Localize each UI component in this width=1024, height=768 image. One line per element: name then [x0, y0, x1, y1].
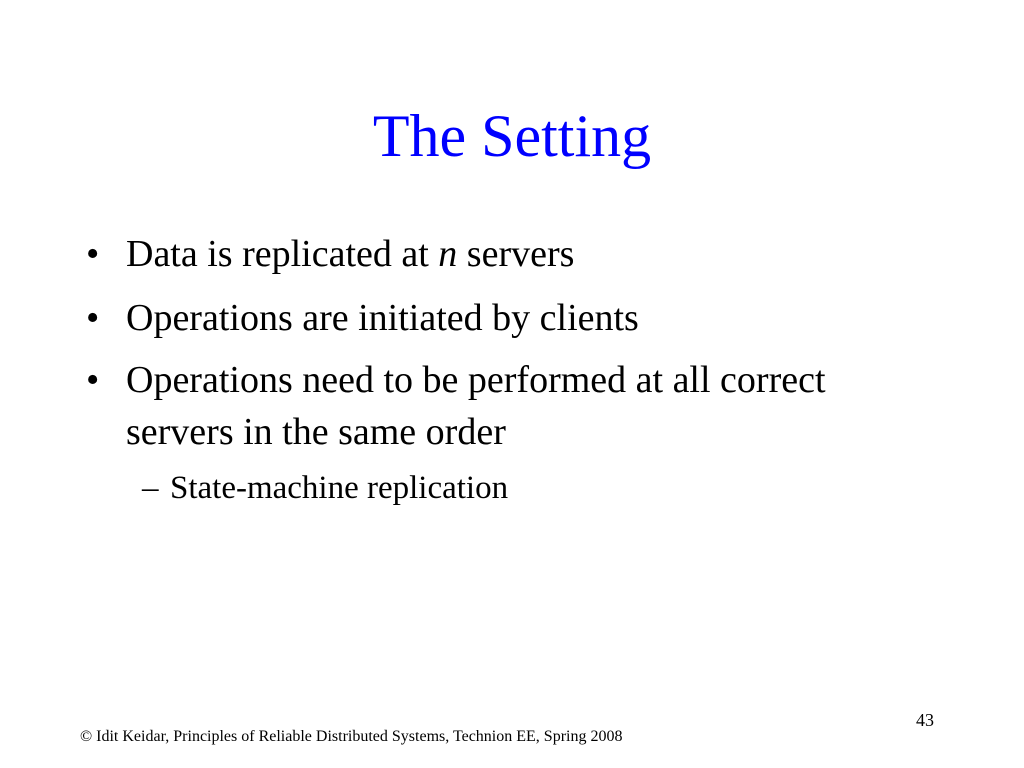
footer-copyright: © Idit Keidar, Principles of Reliable Distributed Systems, Technion EE, Spring 2008 [80, 728, 623, 745]
bullet-item [86, 290, 966, 346]
bullet-marker: • [86, 297, 100, 339]
bullet-item [86, 354, 886, 458]
bullet-text-pre: Data is replicated at [126, 233, 439, 275]
sub-bullet-text: State-machine replication [170, 470, 509, 506]
bullet-marker: • [86, 359, 100, 401]
sub-bullet-item [86, 466, 966, 510]
slide-title: The Setting [372, 103, 652, 169]
sub-bullet-marker: – [142, 470, 159, 506]
bullet-text-post: servers [457, 233, 575, 275]
bullet-marker: • [86, 233, 100, 275]
bullet-text-italic: n [438, 233, 458, 275]
bullet-text: Operations are initiated by clients [126, 297, 639, 339]
bullet-item [86, 226, 966, 282]
bullet-text: Operations need to be performed at all correct servers in the same order [126, 359, 826, 453]
bullet-list [86, 226, 966, 510]
page-number: 43 [916, 710, 934, 730]
